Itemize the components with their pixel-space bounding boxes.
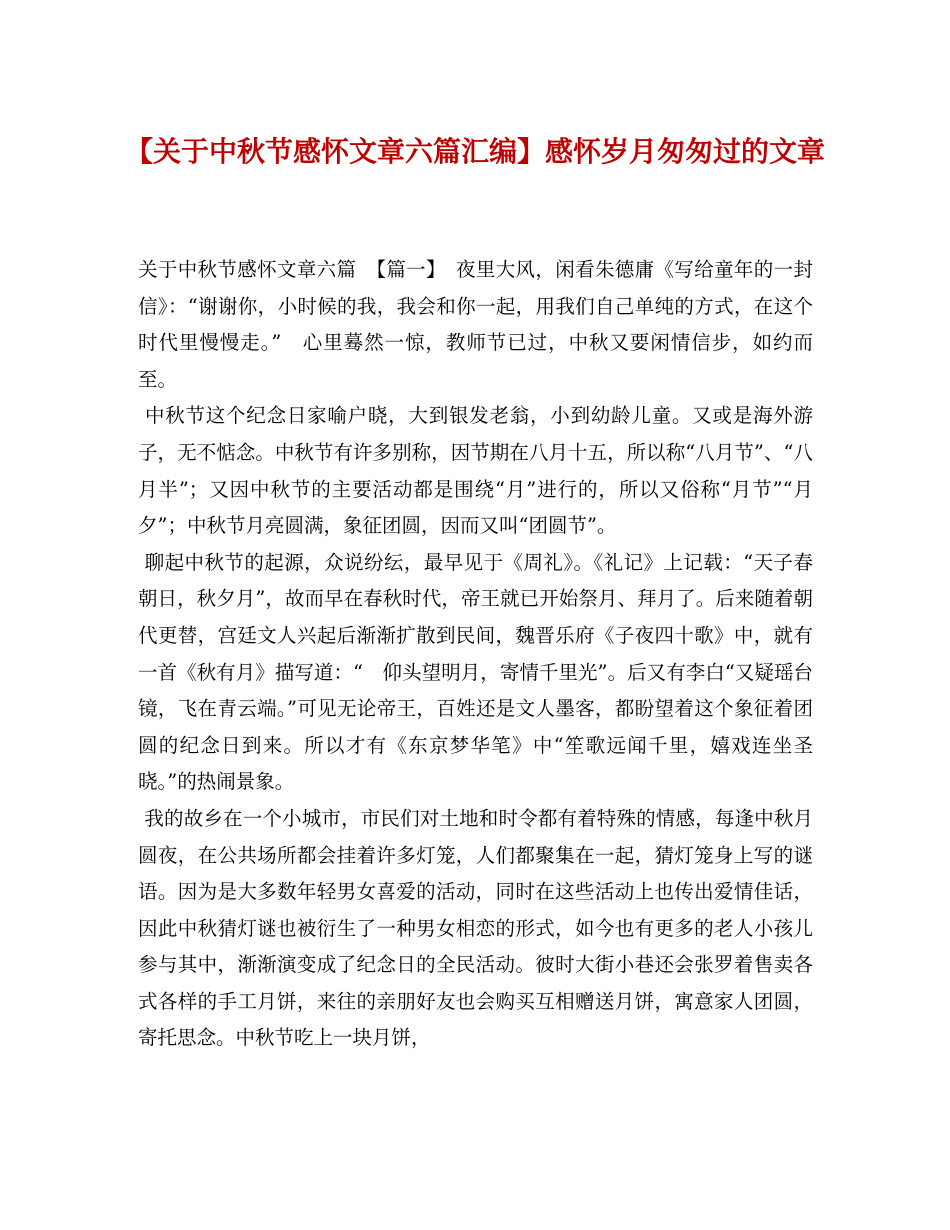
document-title: 【关于中秋节感怀文章六篇汇编】感怀岁月匆匆过的文章 bbox=[124, 135, 825, 168]
paragraph: 中秋节这个纪念日家喻户晓，大到银发老翁，小到幼龄儿童。又或是海外游子，无不惦念。中秋节有许多别称，因节期在八月十五，所以称“八月节”、“八月半”；又因中秋节的主要活动都是围绕“月”进行的，所以又俗称“月节”“月夕”；中秋节月亮圆满，象征团圆，因而又叫“团圆节”。 bbox=[138, 404, 813, 538]
document-body bbox=[138, 252, 813, 1057]
paragraph: 我的故乡在一个小城市，市民们对土地和时令都有着特殊的情感，每逢中秋月圆夜，在公共场所都会挂着许多灯笼，人们都聚集在一起，猜灯笼身上写的谜语。因为是大多数年轻男女喜爱的活动，同时在这些活动上也传出爱情佳话，因此中秋猜灯谜也被衍生了一种男女相恋的形式，如今也有更多的老人小孩儿参与其中，渐渐演变成了纪念日的全民活动。彼时大街小巷还会张罗着售卖各式各样的手工月饼，来往的亲朋好友也会购买互相赠送月饼，寓意家人团圆，寄托思念。中秋节吃上一块月饼， bbox=[138, 806, 813, 1050]
paragraph: 聊起中秋节的起源，众说纷纭，最早见于《周礼》。《礼记》上记载：“天子春朝日，秋夕月”，故而早在春秋时代，帝王就已开始祭月、拜月了。后来随着朝代更替，宫廷文人兴起后渐渐扩散到民间，魏晋乐府《子夜四十歌》中，就有一首《秋有月》描写道：“ 仰头望明月，寄情千里光”。后又有李白“又疑瑶台镜，飞在青云端。”可见无论帝王，百姓还是文人墨客，都盼望着这个象征着团圆的纪念日到来。所以才有《东京梦华笔》中“笙歌远闻千里，嬉戏连坐圣晓。”的热闹景象。 bbox=[138, 550, 813, 794]
paragraph: 关于中秋节感怀文章六篇 【篇一】 夜里大风，闲看朱德庸《写给童年的一封信》：“谢谢你，小时候的我，我会和你一起，用我们自己单纯的方式，在这个时代里慢慢走。” 心里蓦然一惊，教师节已过，中秋又要闲情信步，如约而至。 bbox=[138, 258, 813, 391]
